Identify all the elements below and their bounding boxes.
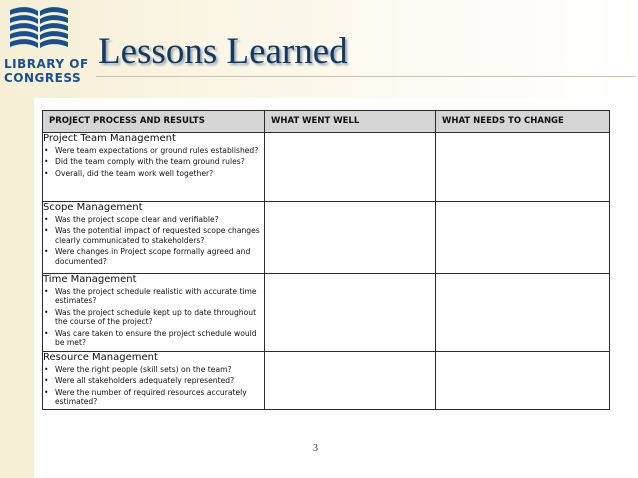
- question-item: • Were the number of required resources accurately estimated?: [43, 388, 264, 407]
- category-title: Resource Management: [43, 352, 158, 363]
- library-of-congress-book-icon: [6, 4, 72, 54]
- needs-change-cell[interactable]: [436, 274, 610, 352]
- category-title: Scope Management: [43, 202, 143, 213]
- question-item: • Were the right people (skill sets) on the team?: [43, 365, 264, 374]
- question-item: • Were team expectations or ground rules established?: [43, 146, 264, 155]
- question-item: • Was the project scope clear and verifiable?: [43, 215, 264, 224]
- logo-line-2: CONGRESS: [4, 71, 82, 85]
- logo-wordmark: [4, 57, 89, 85]
- went-well-cell[interactable]: [265, 133, 436, 202]
- page-title: Lessons Learned: [98, 31, 348, 72]
- category-cell: [43, 274, 265, 352]
- column-header-process: PROJECT PROCESS AND RESULTS: [43, 111, 265, 133]
- table-header-row: [43, 111, 610, 133]
- lessons-learned-table: [42, 110, 610, 410]
- category-title: Time Management: [43, 274, 137, 285]
- question-item: • Did the team comply with the team ground rules?: [43, 157, 264, 166]
- question-list: [43, 365, 264, 407]
- page-number: 3: [313, 443, 318, 454]
- table-row: [43, 202, 610, 274]
- needs-change-cell[interactable]: [436, 202, 610, 274]
- needs-change-cell[interactable]: [436, 133, 610, 202]
- table-row: [43, 133, 610, 202]
- question-list: [43, 287, 264, 347]
- went-well-cell[interactable]: [265, 202, 436, 274]
- question-item: • Overall, did the team work well together?: [43, 169, 264, 178]
- table-row: [43, 352, 610, 410]
- category-cell: [43, 202, 265, 274]
- category-cell: [43, 352, 265, 410]
- column-header-went-well: WHAT WENT WELL: [265, 111, 436, 133]
- question-item: • Was care taken to ensure the project schedule would be met?: [43, 329, 264, 348]
- column-header-needs-change: WHAT NEEDS TO CHANGE: [436, 111, 610, 133]
- title-divider: [96, 76, 636, 77]
- question-item: • Was the project schedule realistic with accurate time estimates?: [43, 287, 264, 306]
- category-cell: [43, 133, 265, 202]
- question-item: • Was the potential impact of requested scope changes clearly communicated to stakeholders?: [43, 226, 264, 245]
- question-list: [43, 146, 264, 178]
- went-well-cell[interactable]: [265, 274, 436, 352]
- question-item: • Was the project schedule kept up to date throughout the course of the project?: [43, 308, 264, 327]
- went-well-cell[interactable]: [265, 352, 436, 410]
- table-row: [43, 274, 610, 352]
- logo-line-1: LIBRARY OF: [4, 57, 89, 71]
- question-item: • Were all stakeholders adequately represented?: [43, 376, 264, 385]
- question-list: [43, 215, 264, 266]
- question-item: • Were changes in Project scope formally agreed and documented?: [43, 247, 264, 266]
- library-of-congress-logo: [4, 4, 89, 94]
- category-title: Project Team Management: [43, 133, 176, 144]
- needs-change-cell[interactable]: [436, 352, 610, 410]
